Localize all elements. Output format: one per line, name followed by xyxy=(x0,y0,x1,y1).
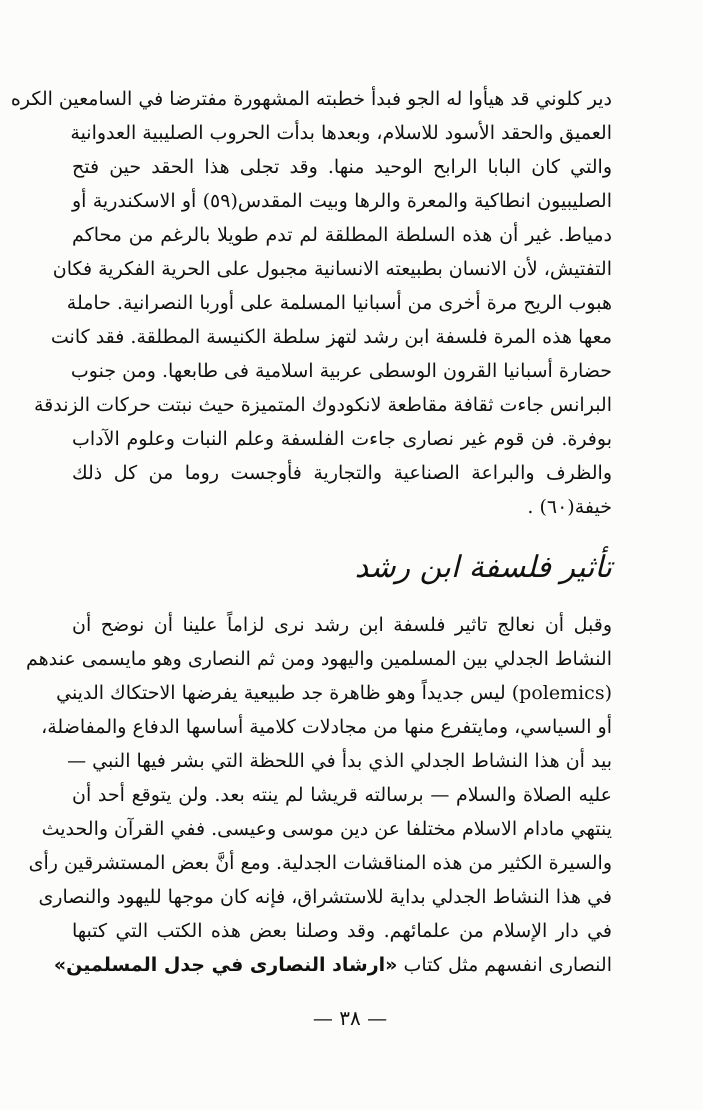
text-line: أو السياسي، ومايتفرع منها من مجادلات كلامية أساسها الدفاع والمفاضلة، xyxy=(41,716,612,738)
book-title: «ارشاد النصارى في جدل المسلمين» xyxy=(53,954,398,976)
text-line: بوفرة. فن قوم غير نصارى جاءت الفلسفة وعلم النبات وعلوم الآداب xyxy=(72,428,612,450)
text-line: والظرف والبراعة الصناعية والتجارية فأوجست روما من كل ذلك xyxy=(72,462,612,484)
text-line: النشاط الجدلي بين المسلمين واليهود ومن ثم النصارى وهو مايسمى عندهم xyxy=(25,648,612,670)
text-line: حضارة أسبانيا القرون الوسطى عربية اسلامية فى طابعها. ومن جنوب xyxy=(70,360,612,382)
page-number: — ٣٨ — xyxy=(312,1006,388,1030)
text-line: دمياط. غير أن هذه السلطة المطلقة لم تدم طويلا بالرغم من محاكم xyxy=(72,224,612,246)
text-line: بيد أن هذا النشاط الجدلي الذي بدأ في اللحظة التي بشر فيها النبي — xyxy=(67,750,612,772)
text-line: والتي كان البابا الرابح الوحيد منها. وقد تجلى هذا الحقد حين فتح xyxy=(72,156,612,178)
text-line: العميق والحقد الأسود للاسلام، وبعدها بدأت الحروب الصليبية العدوانية xyxy=(70,122,612,144)
text-line: عليه الصلاة والسلام — برسالته قريشا لم ينته بعد. ولن يتوقع أحد أن xyxy=(72,784,612,806)
text-line: معها هذه المرة فلسفة ابن رشد لتهز سلطة الكنيسة المطلقة. فقد كانت xyxy=(50,326,612,348)
text-line: في دار الإسلام من علمائهم. وقد وصلنا بعض هذه الكتب التي كتبها xyxy=(72,920,612,942)
text-line: دير كلوني قد هيأوا له الجو فبدأ خطبته المشهورة مفترضا في السامعين الكره xyxy=(10,88,612,110)
text-line: (polemics) ليس جديداً وهو ظاهرة جد طبيعية يفرضها الاحتكاك الديني xyxy=(56,682,612,704)
text-line: البرانس جاءت ثقافة مقاطعة لانكودوك المتميزة حيث نبتت حركات الزندقة xyxy=(33,394,612,416)
text-line: والسيرة الكثير من هذه المناقشات الجدلية. ومع أنَّ بعض المستشرقين رأى xyxy=(28,852,612,874)
text-line: ينتهي مادام الاسلام مختلفا عن دين موسى وعيسى. ففي القرآن والحديث xyxy=(41,818,612,840)
paragraph-1 xyxy=(10,82,612,524)
text-line: وقبل أن نعالج تاثير فلسفة ابن رشد نرى لزاماً علينا أن نوضح أن xyxy=(72,614,612,636)
text-line: خيفة(٦٠) . xyxy=(527,496,612,518)
text-line: الصليبيون انطاكية والمعرة والرها وبيت المقدس(٥٩) أو الاسكندرية أو xyxy=(72,190,612,212)
paragraph-2 xyxy=(25,608,612,982)
text-line-final xyxy=(53,948,612,982)
text-line: التفتيش، لأن الانسان بطبيعته الانسانية مجبول على الحرية الفكرية فكان xyxy=(52,258,612,280)
text-line: في هذا النشاط الجدلي بداية للاستشراق، فإنه كان موجها لليهود والنصارى xyxy=(38,886,612,908)
section-heading: تأثير فلسفة ابن رشد xyxy=(354,550,612,585)
text-line-prefix: النصارى انفسهم مثل كتاب xyxy=(403,954,612,976)
text-line: هبوب الريح مرة أخرى من أسبانيا المسلمة على أوربا النصرانية. حاملة xyxy=(66,292,612,314)
